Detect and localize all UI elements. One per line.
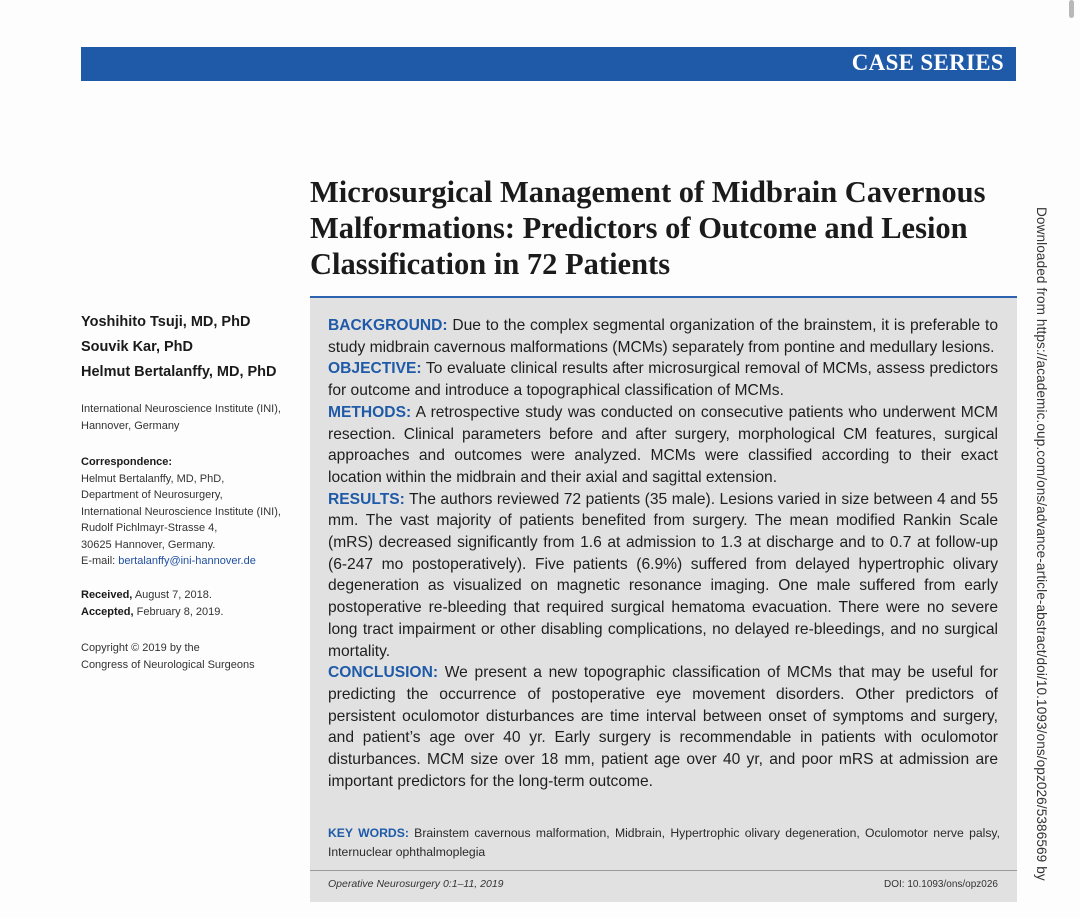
section-heading: OBJECTIVE:: [328, 360, 422, 378]
article-dates: [81, 587, 311, 620]
correspondence-line: Department of Neurosurgery,: [81, 489, 223, 501]
abstract-methods: [328, 402, 998, 489]
section-banner: [81, 47, 1016, 81]
keywords-label: KEY WORDS:: [328, 826, 409, 840]
doi-label: DOI: 10.1093/ons/opz026: [884, 879, 998, 890]
email-label: E-mail:: [81, 555, 119, 567]
accepted-value: February 8, 2019.: [133, 605, 224, 618]
accepted-label: Accepted,: [81, 605, 134, 618]
author-name: Yoshihito Tsuji, MD, PhD: [81, 314, 251, 330]
section-heading: RESULTS:: [328, 490, 405, 508]
article-title: [310, 174, 1010, 282]
author-name: Helmut Bertalanffy, MD, PhD: [81, 364, 277, 380]
accepted-date: [81, 604, 311, 621]
section-heading: BACKGROUND:: [328, 317, 448, 334]
copyright-notice: [81, 640, 311, 673]
download-watermark: Downloaded from https://academic.oup.com/ons/advance-article-abstract/doi/10.1093/ons/opz026/5386569 by: [1034, 207, 1049, 881]
email-line: [81, 553, 311, 570]
copyright-line: Copyright © 2019 by the: [81, 642, 200, 654]
email-link[interactable]: bertalanffy@ini-hannover.de: [118, 555, 256, 567]
abstract-background: [328, 315, 998, 358]
section-heading: METHODS:: [328, 403, 412, 421]
title-line: Microsurgical Management of Midbrain Cavernous: [310, 175, 986, 209]
section-body: A retrospective study was conducted on consecutive patients who underwent MCM resection. Clinical parameters before and after surgery, morphological CM features, surgical approaches and outcomes were analyzed. MCMs were classified according to their exact location within the midbrain and their axial and sagittal extension.: [328, 403, 998, 486]
keywords: [328, 824, 1000, 862]
scrollbar-thumb[interactable]: [1069, 0, 1074, 18]
footer-divider: [310, 870, 1017, 871]
keywords-text: Brainstem cavernous malformation, Midbrain, Hypertrophic olivary degeneration, Oculomotor nerve palsy, Internuclear ophthalmoplegia: [328, 826, 1001, 859]
section-body: The authors reviewed 72 patients (35 male). Lesions varied in size between 4 and 55 mm. The vast majority of patients benefited from surgery. The mean modified Rankin Scale (mRS) decreased significantly from 1.6 at admission to 1.3 at discharge and to 0.7 at follow-up (6-247 mo postoperatively). Five patients (6.9%) suffered from delayed hypertrophic olivary degeneration as visualized on magnetic resonance imaging. One male suffered from early postoperative re-bleeding that required surgical hematoma evacuation. There were no severe long tract impairment or other disabling complications, no delayed re-bleedings, and no surgical mortality.: [328, 490, 998, 660]
section-label: CASE SERIES: [851, 50, 1004, 75]
section-body: We present a new topographic classification of MCMs that may be useful for predicting the occurrence of postoperative eye movement disorders. Other predictors of persistent oculomotor disturbances are time interval between onset of symptoms and surgery, and patient’s age over 40 yr. Early surgery is recommendable in patients with oculomotor disturbances. MCM size over 18 mm, patient age over 40 yr, and poor mRS at admission are important predictors for the long-term outcome.: [328, 664, 998, 790]
section-heading: CONCLUSION:: [328, 664, 439, 682]
author-list: [81, 310, 306, 385]
abstract-objective: [328, 358, 998, 401]
journal-citation: Operative Neurosurgery 0:1–11, 2019: [328, 878, 504, 890]
abstract-conclusion: [328, 662, 998, 792]
correspondence-line: International Neuroscience Institute (INI),: [81, 505, 281, 518]
correspondence-line: 30625 Hannover, Germany.: [81, 538, 216, 551]
correspondence-block: [81, 454, 311, 570]
received-date: [81, 587, 311, 604]
affiliation-line: Hannover, Germany: [81, 419, 180, 432]
correspondence-line: Rudolf Pichlmayr-Strasse 4,: [81, 522, 218, 534]
received-value: August 7, 2018.: [132, 589, 212, 601]
received-label: Received,: [81, 589, 133, 601]
correspondence-label: Correspondence:: [81, 456, 173, 468]
author-name: Souvik Kar, PhD: [81, 339, 194, 355]
abstract-results: [328, 489, 998, 663]
abstract: [328, 315, 998, 792]
title-line: Classification in 72 Patients: [310, 247, 671, 281]
section-body: Due to the complex segmental organization of the brainstem, it is preferable to study midbrain cavernous malformations (MCMs) separately from pontine and medullary lesions.: [328, 317, 998, 356]
copyright-line: Congress of Neurological Surgeons: [81, 658, 255, 671]
section-body: To evaluate clinical results after microsurgical removal of MCMs, assess predictors for outcome and introduce a topographical classification of MCMs.: [328, 360, 998, 400]
title-line: Malformations: Predictors of Outcome and Lesion: [310, 211, 968, 245]
affiliation: [81, 401, 311, 434]
correspondence-line: Helmut Bertalanffy, MD, PhD,: [81, 472, 225, 485]
affiliation-line: International Neuroscience Institute (INI),: [81, 403, 281, 415]
